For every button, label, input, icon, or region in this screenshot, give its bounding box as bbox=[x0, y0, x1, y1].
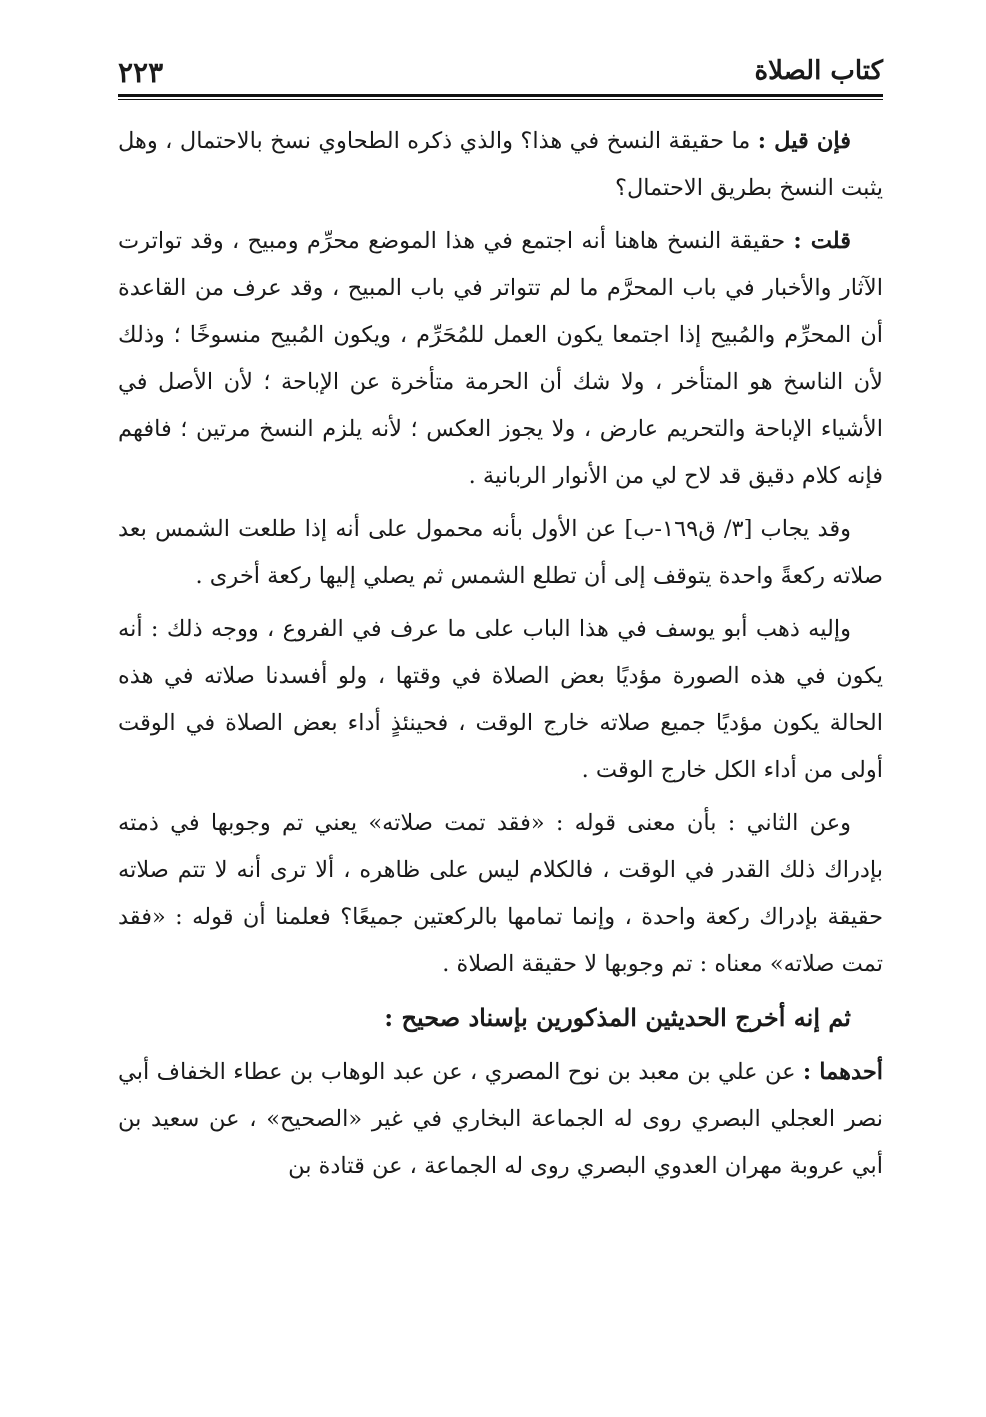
paragraph-answer bbox=[118, 218, 883, 500]
paragraph-question bbox=[118, 118, 883, 212]
page-header bbox=[118, 52, 883, 92]
running-title: كتاب الصلاة bbox=[754, 56, 883, 86]
paragraph-text: حقيقة النسخ هاهنا أنه اجتمع في هذا الموضع محرِّم ومبيح ، وقد تواترت الآثار والأخبار في باب المحرَّم ما لم تتواتر في باب المبيح ، وقد عرف من القاعدة أن المحرِّم والمُبيح إذا اجتمعا يكون العمل للمُحَرِّم ، ويكون المُبيح منسوخًا ؛ وذلك لأن الناسخ هو المتأخر ، ولا شك أن الحرمة متأخرة عن الإباحة ؛ لأن الأصل في الأشياء الإباحة والتحريم عارض ، ولا يجوز العكس ؛ لأنه يلزم النسخ مرتين ؛ فافهم فإنه كلام دقيق قد لاح لي من الأنوار الربانية . bbox=[118, 228, 883, 489]
paragraph-abu-yusuf bbox=[118, 606, 883, 794]
paragraph-text: عن علي بن معبد بن نوح المصري ، عن عبد الوهاب بن عطاء الخفاف أبي نصر العجلي البصري روى له الجماعة البخاري في غير «الصحيح» ، عن سعيد بن أبي عروبة مهران العدوي البصري روى له الجماعة ، عن قتادة بن bbox=[118, 1059, 883, 1179]
paragraph-text: وعن الثاني : بأن معنى قوله : «فقد تمت صلاته» يعني تم وجوبها في ذمته بإدراك ذلك القدر في الوقت ، فالكلام ليس على ظاهره ، ألا ترى أنه لا تتم صلاته حقيقة بإدراك ركعة واحدة ، وإنما تمامها بالركعتين جميعًا؟ فعلمنا أن قوله : «فقد تمت صلاته» معناه : تم وجوبها لا حقيقة الصلاة . bbox=[118, 810, 883, 977]
paragraph-text: وإليه ذهب أبو يوسف في هذا الباب على ما عرف في الفروع ، ووجه ذلك : أنه يكون في هذه الصورة مؤديًا بعض الصلاة في وقتها ، ولو أفسدنا صلاته في هذه الحالة يكون مؤديًا جميع صلاته خارج الوقت ، فحينئذٍ أداء بعض الصلاة في الوقت أولى من أداء الكل خارج الوقت . bbox=[118, 616, 883, 783]
page-number: ٢٢٣ bbox=[118, 56, 164, 89]
section-heading: ثم إنه أخرج الحديثين المذكورين بإسناد صحيح : bbox=[384, 1003, 851, 1032]
paragraph-first-chain bbox=[118, 1049, 883, 1190]
paragraph-text: وقد يجاب [٣/ ق١٦٩-ب] عن الأول بأنه محمول على أنه إذا طلعت الشمس بعد صلاته ركعةً واحدة يتوقف إلى أن تطلع الشمس ثم يصلي إليها ركعة أخرى . bbox=[118, 516, 883, 589]
paragraph-response-second bbox=[118, 800, 883, 988]
paragraph-response-first bbox=[118, 506, 883, 600]
header-rule-thick bbox=[118, 94, 883, 97]
paragraph-lead: فإن قيل : bbox=[757, 128, 851, 154]
page-body bbox=[118, 118, 883, 1196]
paragraph-lead: قلت : bbox=[793, 228, 851, 254]
paragraph-text: ما حقيقة النسخ في هذا؟ والذي ذكره الطحاوي نسخ بالاحتمال ، وهل يثبت النسخ بطريق الاحتمال؟ bbox=[118, 128, 883, 201]
header-rule-thin bbox=[118, 99, 883, 100]
paragraph-lead: أحدهما : bbox=[802, 1059, 883, 1085]
